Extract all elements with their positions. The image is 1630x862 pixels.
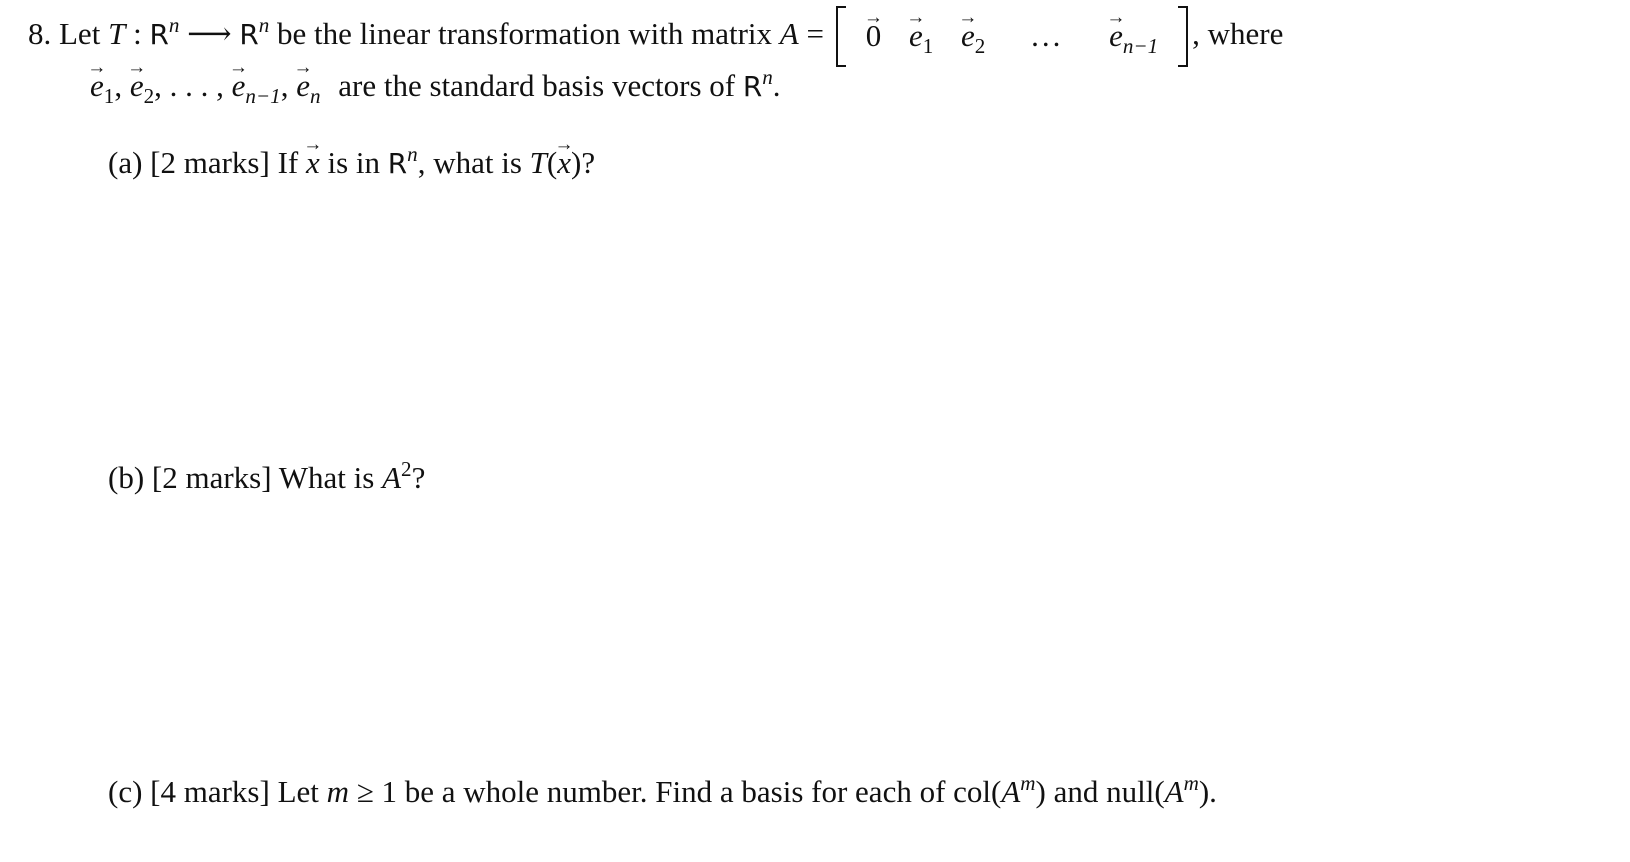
basis-sep-2: , . . . , bbox=[154, 68, 232, 103]
question-statement-line-1 bbox=[28, 13, 1284, 58]
domain-space: R bbox=[149, 18, 169, 51]
matrix-en1-sub: n−1 bbox=[1122, 33, 1159, 58]
basis-e1: → e bbox=[90, 70, 104, 101]
matrix-en1: → e bbox=[1109, 20, 1123, 51]
intro-mid-text: be the linear transformation with matrix bbox=[277, 16, 773, 51]
matrix-name: A bbox=[779, 16, 799, 51]
part-c bbox=[108, 771, 1217, 809]
part-c-end: ). bbox=[1198, 774, 1217, 809]
basis-sep-1: , bbox=[114, 68, 130, 103]
basis-space: R bbox=[742, 70, 763, 103]
matrix-dots: ... bbox=[1031, 18, 1064, 53]
part-a bbox=[108, 142, 596, 180]
basis-e2-sub: 2 bbox=[143, 83, 155, 108]
codomain-space: R bbox=[239, 18, 259, 51]
basis-en-sub: n bbox=[309, 83, 321, 108]
intro-lead: Let bbox=[59, 16, 101, 51]
part-b-marks: [2 marks] bbox=[151, 460, 272, 495]
matrix-bracket bbox=[836, 18, 1188, 58]
matrix-e1: → e bbox=[909, 20, 923, 51]
part-b-label: (b) bbox=[108, 460, 145, 495]
part-a-space: R bbox=[387, 147, 408, 180]
part-a-fn: T bbox=[529, 145, 547, 180]
maps-to-arrow: ⟶ bbox=[187, 16, 232, 51]
part-c-var-m: m bbox=[326, 774, 350, 809]
basis-space-exponent: n bbox=[762, 65, 773, 90]
matrix-e1-sub: 1 bbox=[922, 33, 934, 58]
question-number: 8. bbox=[28, 16, 52, 51]
part-b-text: What is bbox=[278, 460, 375, 495]
part-a-marks: [2 marks] bbox=[150, 145, 270, 180]
part-b-exponent: 2 bbox=[401, 457, 412, 482]
question-statement-line-2 bbox=[90, 65, 781, 108]
part-b-matrix: A bbox=[382, 460, 402, 495]
basis-e1-sub: 1 bbox=[103, 83, 115, 108]
part-b-end: ? bbox=[411, 460, 426, 495]
part-c-matrix-1: A bbox=[1001, 774, 1021, 809]
basis-end: . bbox=[772, 68, 781, 103]
intro-after-matrix: , where bbox=[1192, 16, 1284, 51]
part-c-exponent-1: m bbox=[1020, 771, 1036, 796]
part-a-text-2: is in bbox=[327, 145, 381, 180]
matrix-e2-sub: 2 bbox=[974, 33, 986, 58]
colon: : bbox=[133, 16, 142, 51]
part-c-text-2: ≥ 1 be a whole number. Find a basis for each of col( bbox=[356, 774, 1002, 809]
part-c-text-1: Let bbox=[277, 774, 319, 809]
part-a-text-3: , what is bbox=[417, 145, 522, 180]
basis-en1: → e bbox=[232, 70, 246, 101]
part-a-text-1: If bbox=[277, 145, 299, 180]
part-c-marks: [4 marks] bbox=[150, 774, 270, 809]
basis-e2: → e bbox=[130, 70, 144, 101]
part-c-exponent-2: m bbox=[1183, 771, 1199, 796]
part-a-label: (a) bbox=[108, 145, 143, 180]
part-a-close: )? bbox=[571, 145, 596, 180]
part-a-arg: → x bbox=[557, 147, 571, 178]
part-a-space-exponent: n bbox=[407, 142, 418, 167]
map-symbol: T bbox=[108, 16, 126, 51]
part-a-vector-x: → x bbox=[306, 147, 320, 178]
domain-exponent: n bbox=[168, 13, 180, 38]
part-c-matrix-2: A bbox=[1164, 774, 1184, 809]
part-a-open: ( bbox=[546, 145, 558, 180]
codomain-exponent: n bbox=[258, 13, 270, 38]
equals-sign: = bbox=[806, 16, 824, 51]
zero-vector: → 0 bbox=[866, 20, 882, 51]
basis-en1-sub: n−1 bbox=[245, 83, 281, 108]
basis-sep-3: , bbox=[280, 68, 297, 103]
part-c-label: (c) bbox=[108, 774, 143, 809]
basis-en: → e bbox=[296, 70, 310, 101]
part-c-text-3: ) and null( bbox=[1035, 774, 1165, 809]
part-b bbox=[108, 457, 426, 495]
basis-description: are the standard basis vectors of bbox=[338, 68, 736, 103]
matrix-e2: → e bbox=[961, 20, 975, 51]
